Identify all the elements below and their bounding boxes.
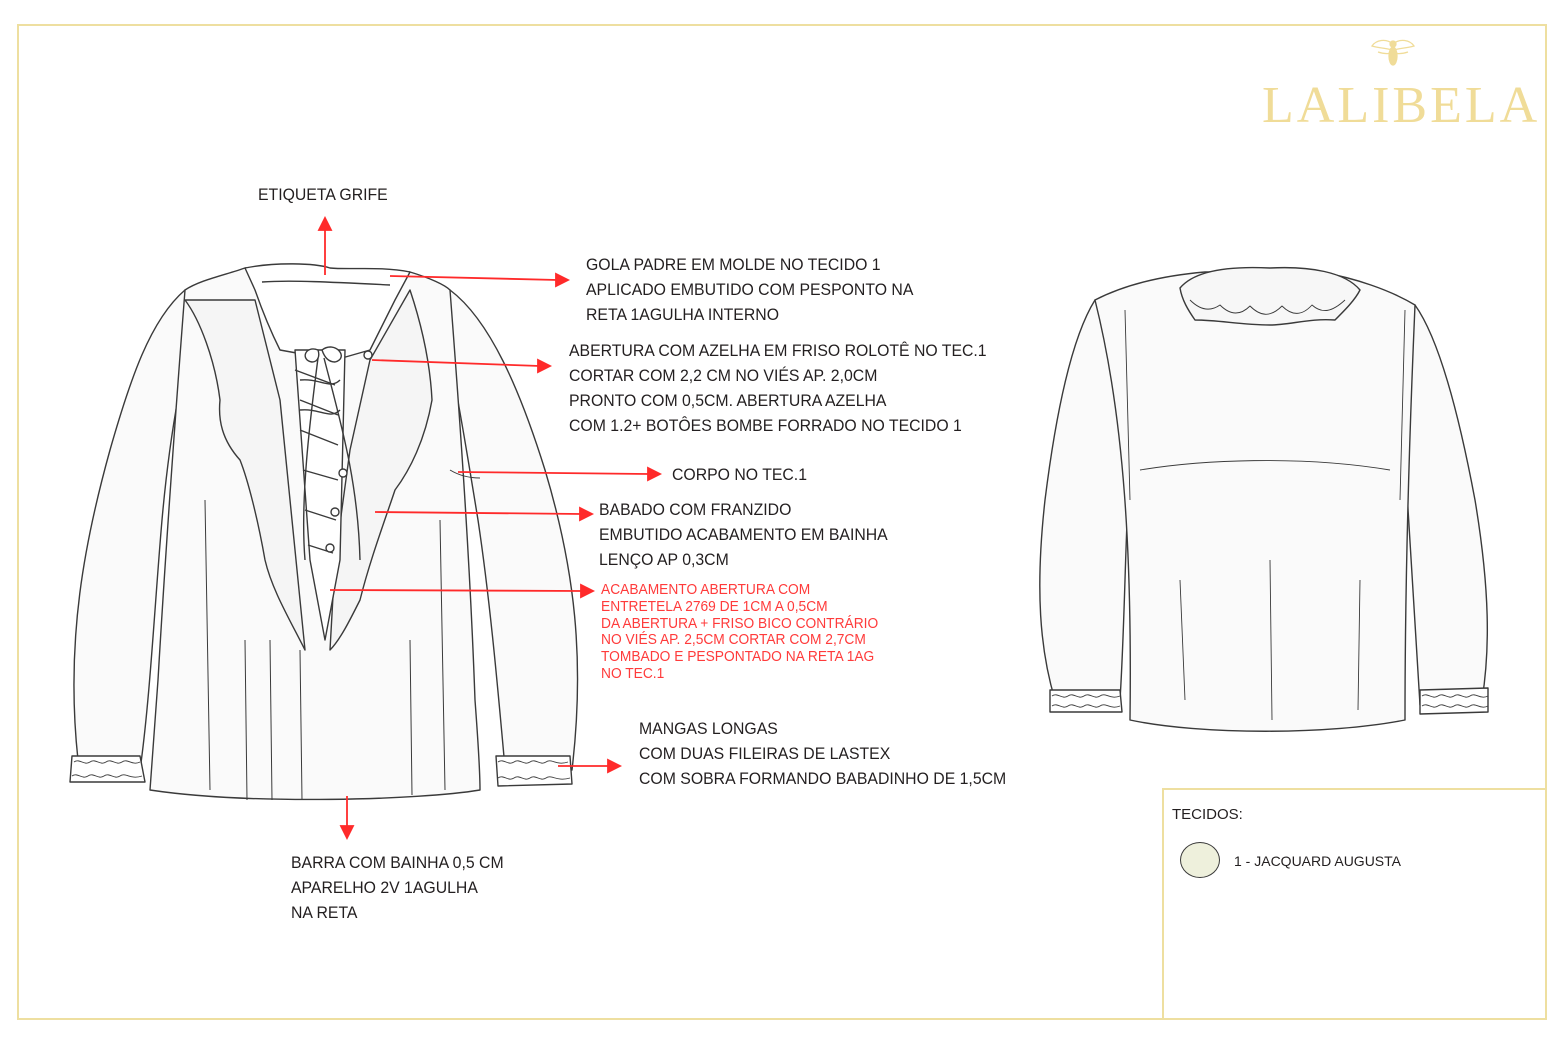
note-etiqueta: ETIQUETA GRIFE	[258, 185, 388, 204]
note-corpo: CORPO NO TEC.1	[672, 465, 807, 484]
note-acabamento: ACABAMENTO ABERTURA COM ENTRETELA 2769 DE 1CM A 0,5CM DA ABERTURA + FRISO BICO CONTRÁRIO NO VIÉS AP. 2,5CM CORTAR COM 2,7CM TOMBADO E PESPONTADO NA RETA 1AG NO TEC.1	[601, 582, 879, 682]
fabrics-title: TECIDOS:	[1172, 806, 1243, 823]
note-barra: BARRA COM BAINHA 0,5 CM APARELHO 2V 1AGULHA NA RETA	[291, 853, 504, 922]
note-babado: BABADO COM FRANZIDO EMBUTIDO ACABAMENTO EM BAINHA LENÇO AP 0,3CM	[599, 500, 888, 569]
blouse-front-drawing	[70, 264, 578, 800]
fabrics-panel	[1162, 788, 1545, 1020]
blouse-back-drawing	[1040, 268, 1488, 732]
note-mangas: MANGAS LONGAS COM DUAS FILEIRAS DE LASTEX COM SOBRA FORMANDO BABADINHO DE 1,5CM	[639, 719, 1007, 788]
note-abertura: ABERTURA COM AZELHA EM FRISO ROLOTÊ NO TEC.1 CORTAR COM 2,2 CM NO VIÉS AP. 2,0CM PRONTO COM 0,5CM. ABERTURA AZELHA COM 1.2+ BOTÔES BOMBE FORRADO NO TECIDO 1	[569, 341, 987, 435]
fabric-swatch	[1180, 842, 1220, 878]
brand-logo: LALIBELA	[1262, 77, 1541, 134]
note-gola: GOLA PADRE EM MOLDE NO TECIDO 1 APLICADO EMBUTIDO COM PESPONTO NA RETA 1AGULHA INTERNO	[586, 255, 914, 324]
fabric-label: 1 - JACQUARD AUGUSTA	[1234, 853, 1401, 869]
